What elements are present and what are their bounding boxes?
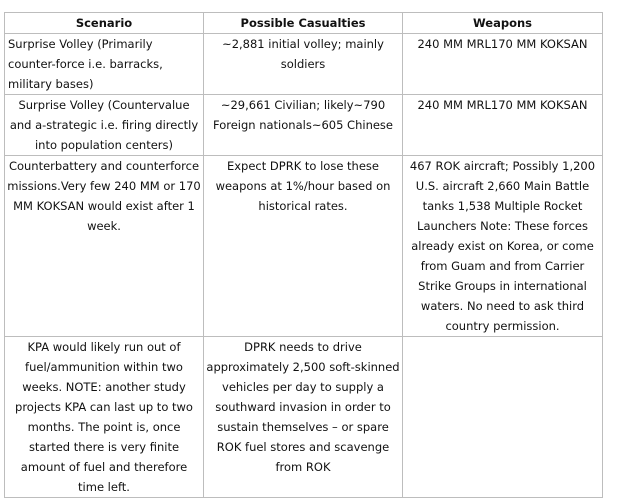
casualties-cell: ~2,881 initial volley; mainly soldiers [204, 34, 403, 95]
table-row [5, 337, 603, 498]
document-body [4, 12, 603, 498]
scenario-table [4, 12, 603, 498]
header-weapons: Weapons [403, 13, 603, 34]
scenario-cell: Surprise Volley (Countervalue and a-strategic i.e. firing directly into population centers) [5, 95, 204, 156]
scenario-cell: KPA would likely run out of fuel/ammunition within two weeks. NOTE: another study projects KPA can last up to two months. The point is, once started there is very finite amount of fuel and therefore time left. [5, 337, 204, 498]
scenario-cell: Counterbattery and counterforce missions.Very few 240 MM or 170 MM KOKSAN would exist after 1 week. [5, 156, 204, 337]
table-header-row [5, 13, 603, 34]
weapons-cell: 467 ROK aircraft; Possibly 1,200 U.S. aircraft 2,660 Main Battle tanks 1,538 Multiple Rocket Launchers Note: These forces already exist on Korea, or come from Guam and from Carrier Strike Groups in international waters. No need to ask third country permission. [403, 156, 603, 337]
weapons-cell [403, 337, 603, 498]
scenario-cell: Surprise Volley (Primarily counter-force i.e. barracks, military bases) [5, 34, 204, 95]
casualties-cell: ~29,661 Civilian; likely~790 Foreign nationals~605 Chinese [204, 95, 403, 156]
table-row [5, 156, 603, 337]
weapons-cell: 240 MM MRL170 MM KOKSAN [403, 34, 603, 95]
table-row [5, 95, 603, 156]
table-row [5, 34, 603, 95]
weapons-cell: 240 MM MRL170 MM KOKSAN [403, 95, 603, 156]
casualties-cell: Expect DPRK to lose these weapons at 1%/hour based on historical rates. [204, 156, 403, 337]
header-scenario: Scenario [5, 13, 204, 34]
header-possible-casualties: Possible Casualties [204, 13, 403, 34]
casualties-cell: DPRK needs to drive approximately 2,500 soft-skinned vehicles per day to supply a southward invasion in order to sustain themselves – or spare ROK fuel stores and scavenge from ROK [204, 337, 403, 498]
